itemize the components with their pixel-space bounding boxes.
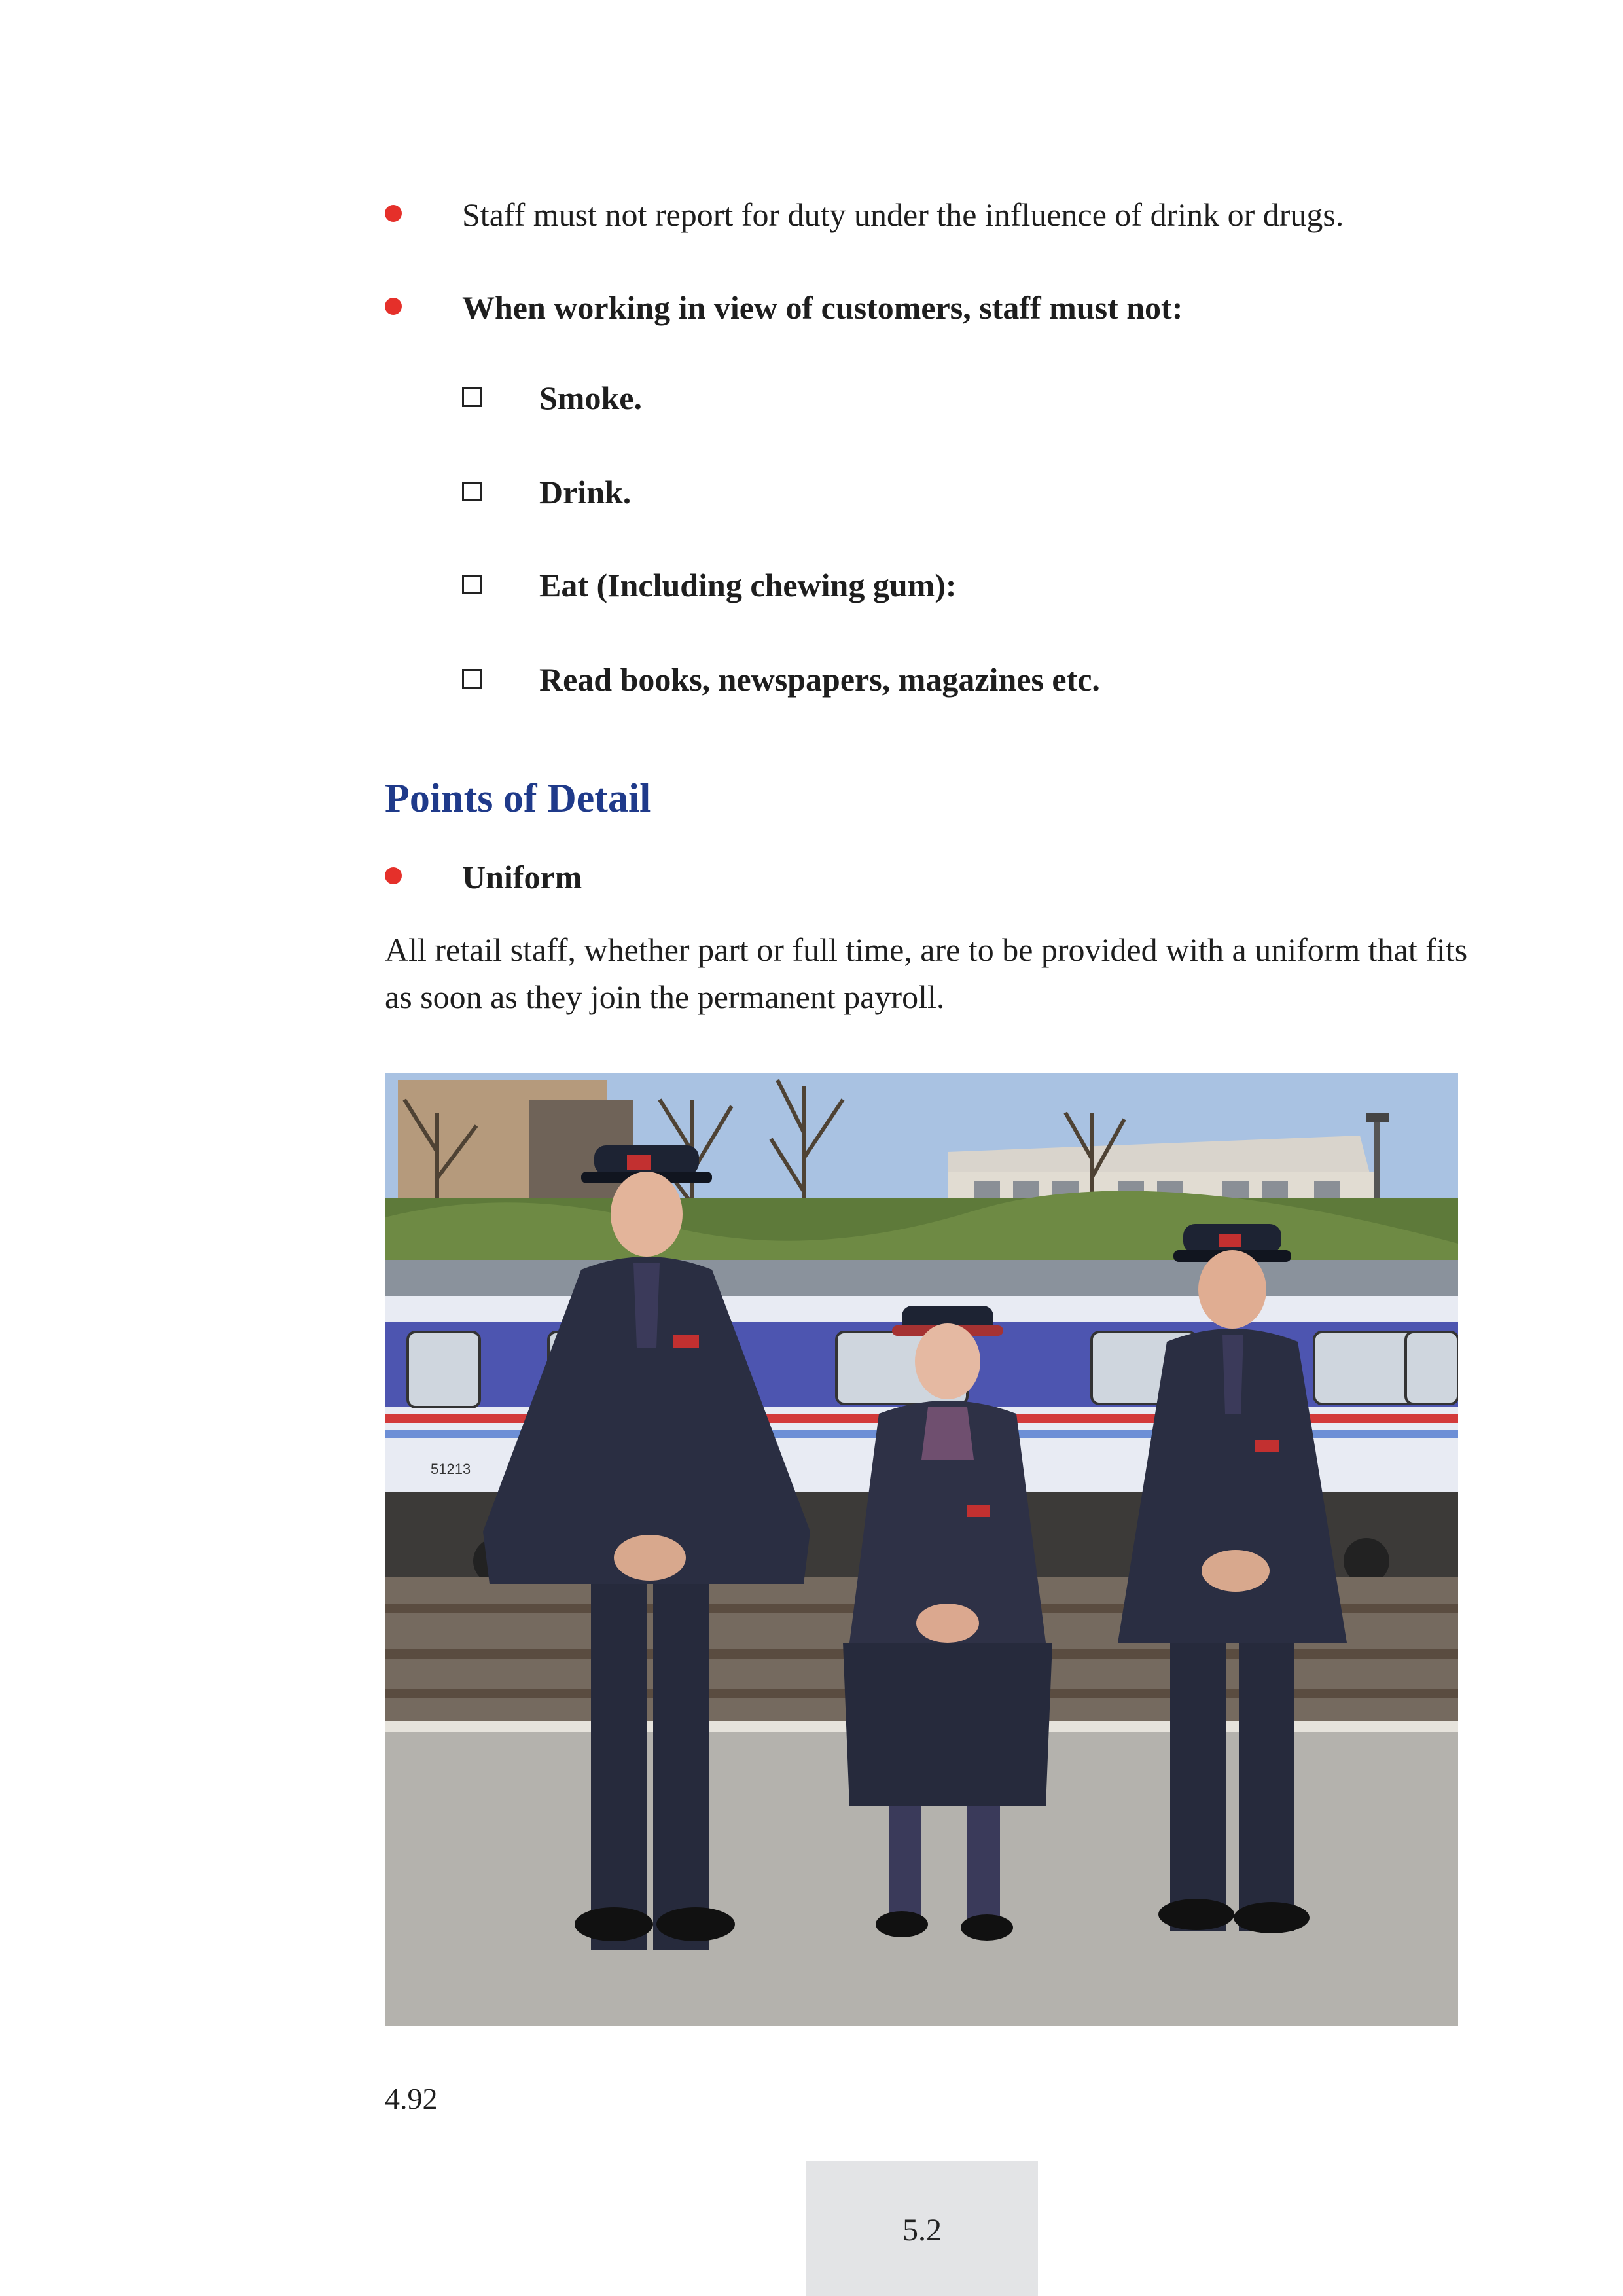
checkbox-icon [462,387,482,407]
sub-item-drink: Drink. [539,474,632,511]
subheading-uniform: Uniform [462,859,582,895]
uniform-paragraph: All retail staff, whether part or full time, are to be provided with a uniform that fits as soon as they join the permanent payroll. [385,931,1468,1015]
sub-item-read: Read books, newspapers, magazines etc. [539,661,1100,698]
checkbox-icon [462,669,482,689]
train-number: 51213 [431,1461,471,1477]
section-tab-label: 5.2 [902,2213,942,2248]
bullet-red-3 [385,867,402,884]
sub-item-smoke: Smoke. [539,380,642,416]
checkbox-icon [462,575,482,594]
staff-uniform-photo [385,1073,1458,2026]
bullet-red-2 [385,298,402,315]
bullet-red-1 [385,205,402,222]
section-tab [806,2161,1038,2296]
page-number: 4.92 [385,2082,438,2115]
checkbox-icon [462,482,482,501]
section-heading: Points of Detail [385,776,651,821]
sub-item-eat: Eat (Including chewing gum): [539,567,957,603]
rule-drink-drugs: Staff must not report for duty under the influence of drink or drugs. [462,196,1344,233]
rule-customers-heading: When working in view of customers, staff must not: [462,289,1183,326]
